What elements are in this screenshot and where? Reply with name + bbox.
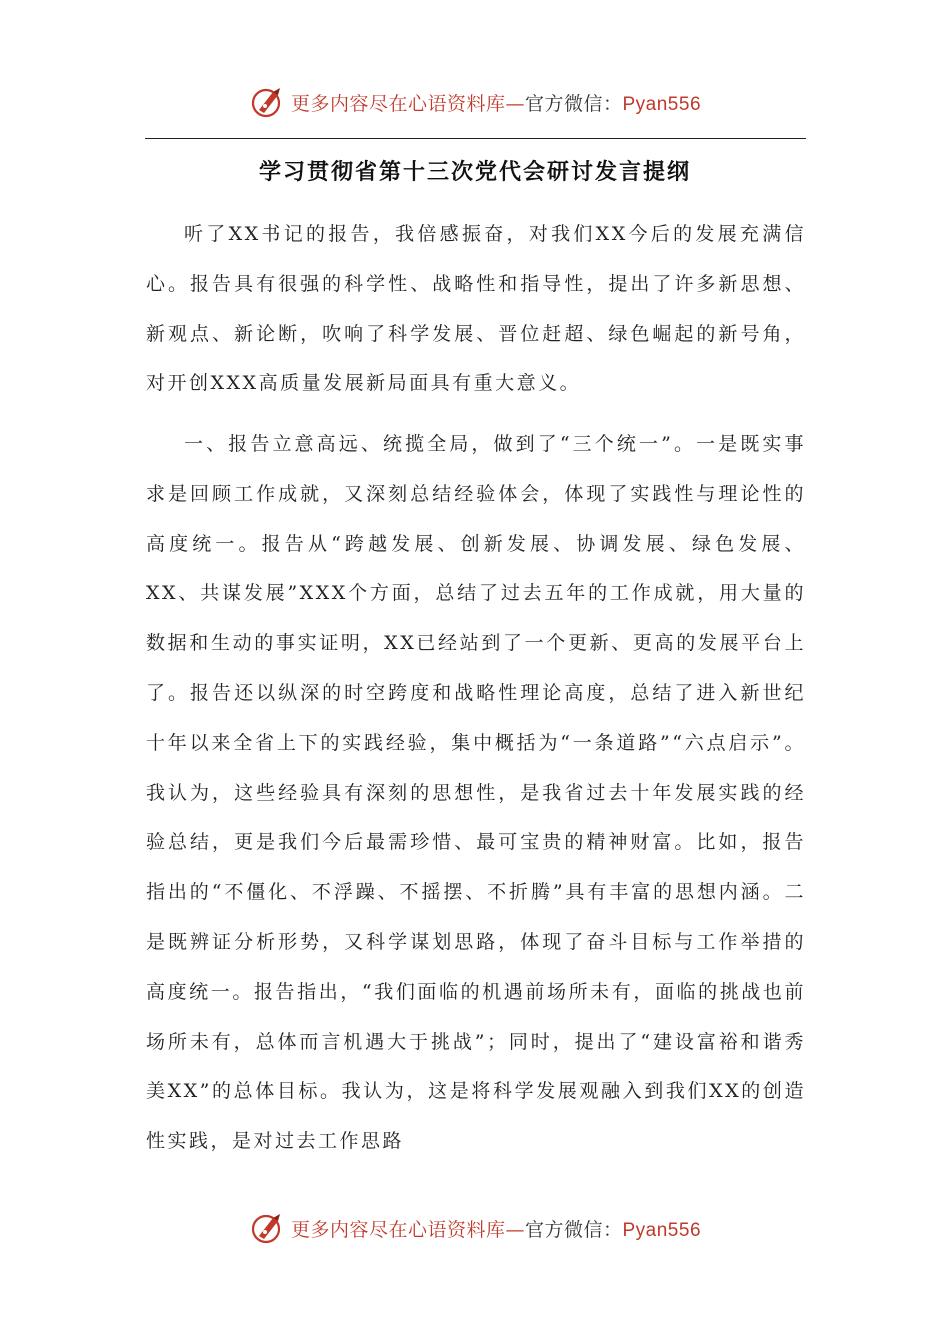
brand-text	[291, 89, 701, 116]
brand-name: 更多内容尽在心语资料库	[290, 1218, 506, 1241]
pen-nib-logo-icon	[249, 1210, 285, 1246]
document-title: 学习贯彻省第十三次党代会研讨发言提纲	[258, 159, 691, 185]
wechat-label: 官方微信：	[524, 92, 623, 115]
wechat-label: 官方微信：	[524, 1218, 623, 1241]
brand-name: 更多内容尽在心语资料库	[290, 92, 506, 115]
brand-dash: —	[505, 92, 525, 115]
footer-watermark	[0, 1208, 950, 1248]
brand-dash: —	[505, 1218, 525, 1241]
brand-text	[291, 1215, 701, 1242]
header-watermark	[0, 82, 950, 122]
paragraph-1: 听了XX书记的报告，我倍感振奋，对我们XX今后的发展充满信心。报告具有很强的科学性、战略性和指导性，提出了许多新思想、新观点、新论断，吹响了科学发展、晋位赶超、绿色崛起的新号角，对开创XXX高质量发展新局面具有重大意义。	[146, 223, 806, 395]
header-divider	[145, 138, 806, 139]
wechat-id: Pyan556	[622, 1219, 702, 1241]
paragraph-2: 一、报告立意高远、统揽全局，做到了“三个统一”。一是既实事求是回顾工作成就，又深刻总结经验体会，体现了实践性与理论性的高度统一。报告从“跨越发展、创新发展、协调发展、绿色发展、XX、共谋发展”XXX个方面，总结了过去五年的工作成就，用大量的数据和生动的事实证明，XX已经站到了一个更新、更高的发展平台上了。报告还以纵深的时空跨度和战略性理论高度，总结了进入新世纪十年以来全省上下的实践经验，集中概括为“一条道路”“六点启示”。我认为，这些经验具有深刻的思想性，是我省过去十年发展实践的经验总结，更是我们今后最需珍惜、最可宝贵的精神财富。比如，报告指出的“不僵化、不浮躁、不摇摆、不折腾”具有丰富的思想内涵。二是既辨证分析形势，又科学谋划思路，体现了奋斗目标与工作举措的高度统一。报告指出，“我们面临的机遇前场所未有，面临的挑战也前场所未有，总体而言机遇大于挑战”；同时，提出了“建设富裕和谐秀美XX”的总体目标。我认为，这是将科学发展观融入到我们XX的创造性实践，是对过去工作思路	[146, 433, 806, 1153]
pen-nib-logo-icon	[249, 84, 285, 120]
wechat-id: Pyan556	[622, 93, 702, 115]
